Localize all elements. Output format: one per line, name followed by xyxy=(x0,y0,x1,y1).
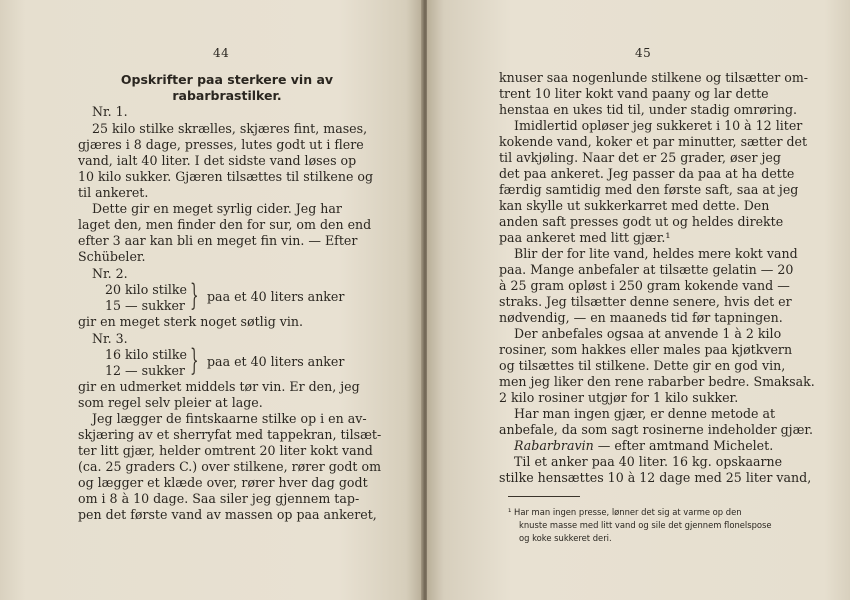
recipe-number: Nr. 2. xyxy=(92,266,128,281)
text-line: kan skylle ut sukkerkarret med dette. Den xyxy=(499,198,770,213)
text-line: henstaa en ukes tid til, under stadig omrøring. xyxy=(499,102,798,117)
section-heading xyxy=(92,72,362,104)
text-line: knuser saa nogenlunde stilkene og tilsætter om- xyxy=(499,70,809,85)
left-page xyxy=(0,0,423,600)
text-line: 25 kilo stilke skrælles, skjæres fint, mases, xyxy=(92,121,368,136)
ingredient-line: 12 — sukker xyxy=(105,363,185,378)
brace-icon: } xyxy=(190,343,199,378)
text-line: og tilsættes til stilkene. Dette gir en god vin, xyxy=(499,358,786,373)
text-line: Jeg lægger de fintskaarne stilke op i en av- xyxy=(92,411,367,426)
text-line: Dette gir en meget syrlig cider. Jeg har xyxy=(92,201,342,216)
right-page xyxy=(427,0,850,600)
ingredient-line: 15 — sukker xyxy=(105,298,185,313)
recipe-subtitle xyxy=(514,438,773,454)
text-line: rosiner, som hakkes eller males paa kjøtkvern xyxy=(499,342,793,357)
text-line: gir en udmerket middels tør vin. Er den, jeg xyxy=(78,379,360,394)
text-line: ter litt gjær, helder omtrent 20 liter kokt vand xyxy=(78,443,373,458)
recipe-number: Nr. 1. xyxy=(92,104,128,119)
text-line: og lægger et klæde over, rører hver dag godt xyxy=(78,475,368,490)
text-line: men jeg liker den rene rabarber bedre. Smaksak. xyxy=(499,374,815,389)
text-line: 2 kilo rosiner utgjør for 1 kilo sukker. xyxy=(499,390,739,405)
text-line: Schübeler. xyxy=(78,249,146,264)
text-line: Har man ingen gjær, er denne metode at xyxy=(514,406,776,421)
text-line: gjæres i 8 dage, presses, lutes godt ut i flere xyxy=(78,137,364,152)
heading-line: rabarbrastilker. xyxy=(172,88,282,103)
text-line: Blir der for lite vand, heldes mere kokt vand xyxy=(514,246,798,261)
page-number: 45 xyxy=(635,46,652,60)
text-line: straks. Jeg tilsætter denne senere, hvis det er xyxy=(499,294,792,309)
ingredient-note: paa et 40 liters anker xyxy=(207,354,345,369)
text-line: gir en meget sterk noget søtlig vin. xyxy=(78,314,304,329)
text-line: trent 10 liter kokt vand paany og lar dette xyxy=(499,86,769,101)
recipe-number: Nr. 3. xyxy=(92,331,128,346)
text-line: à 25 gram opløst i 250 gram kokende vand — xyxy=(499,278,790,293)
text-line: Imidlertid opløser jeg sukkeret i 10 à 12 liter xyxy=(514,118,803,133)
text-line: paa ankeret med litt gjær.¹ xyxy=(499,230,671,245)
page-number: 44 xyxy=(213,46,230,60)
text-line: kokende vand, koker et par minutter, sætter det xyxy=(499,134,808,149)
recipe-title-italic: Rabarbravin xyxy=(514,438,594,453)
recipe-attribution: — efter amtmand Michelet. xyxy=(597,438,774,453)
text-line: vand, ialt 40 liter. I det sidste vand løses op xyxy=(78,153,357,168)
footnote-rule xyxy=(508,496,580,497)
text-line: pen det første vand av massen op paa ankeret, xyxy=(78,507,377,522)
text-line: Der anbefales ogsaa at anvende 1 à 2 kilo xyxy=(514,326,782,341)
footnote-line: knuste masse med litt vand og sile det gjennem flonelspose xyxy=(519,520,772,530)
text-line: det paa ankeret. Jeg passer da paa at ha dette xyxy=(499,166,795,181)
text-line: færdig samtidig med den første saft, saa at jeg xyxy=(499,182,799,197)
text-line: nødvendig, — en maaneds tid før tapningen. xyxy=(499,310,783,325)
text-line: paa. Mange anbefaler at tilsætte gelatin — 20 xyxy=(499,262,794,277)
text-line: om i 8 à 10 dage. Saa siler jeg gjennem tap- xyxy=(78,491,360,506)
text-line: (ca. 25 graders C.) over stilkene, rører godt om xyxy=(78,459,382,474)
text-line: til avkjøling. Naar det er 25 grader, øser jeg xyxy=(499,150,781,165)
brace-icon: } xyxy=(190,278,199,313)
text-line: efter 3 aar kan bli en meget fin vin. — Efter xyxy=(78,233,358,248)
text-line: 10 kilo sukker. Gjæren tilsættes til stilkene og xyxy=(78,169,374,184)
text-line: skjæring av et sherryfat med tappekran, tilsæt- xyxy=(78,427,382,442)
text-line: laget den, men finder den for sur, om den end xyxy=(78,217,372,232)
text-line: anbefale, da som sagt rosinerne indeholder gjær. xyxy=(499,422,814,437)
heading-line: Opskrifter paa sterkere vin av xyxy=(120,72,334,87)
text-line: Til et anker paa 40 liter. 16 kg. opskaarne xyxy=(514,454,783,469)
text-line: til ankeret. xyxy=(78,185,149,200)
text-line: anden saft presses godt ut og heldes direkte xyxy=(499,214,784,229)
text-line: som regel selv pleier at lage. xyxy=(78,395,263,410)
ingredient-line: 20 kilo stilke xyxy=(105,282,187,297)
footnote-line: og koke sukkeret deri. xyxy=(519,533,612,543)
text-line: stilke hensættes 10 à 12 dage med 25 liter vand, xyxy=(499,470,812,485)
ingredient-note: paa et 40 liters anker xyxy=(207,289,345,304)
footnote-line: ¹ Har man ingen presse, lønner det sig at varme op den xyxy=(508,507,742,517)
ingredient-line: 16 kilo stilke xyxy=(105,347,187,362)
